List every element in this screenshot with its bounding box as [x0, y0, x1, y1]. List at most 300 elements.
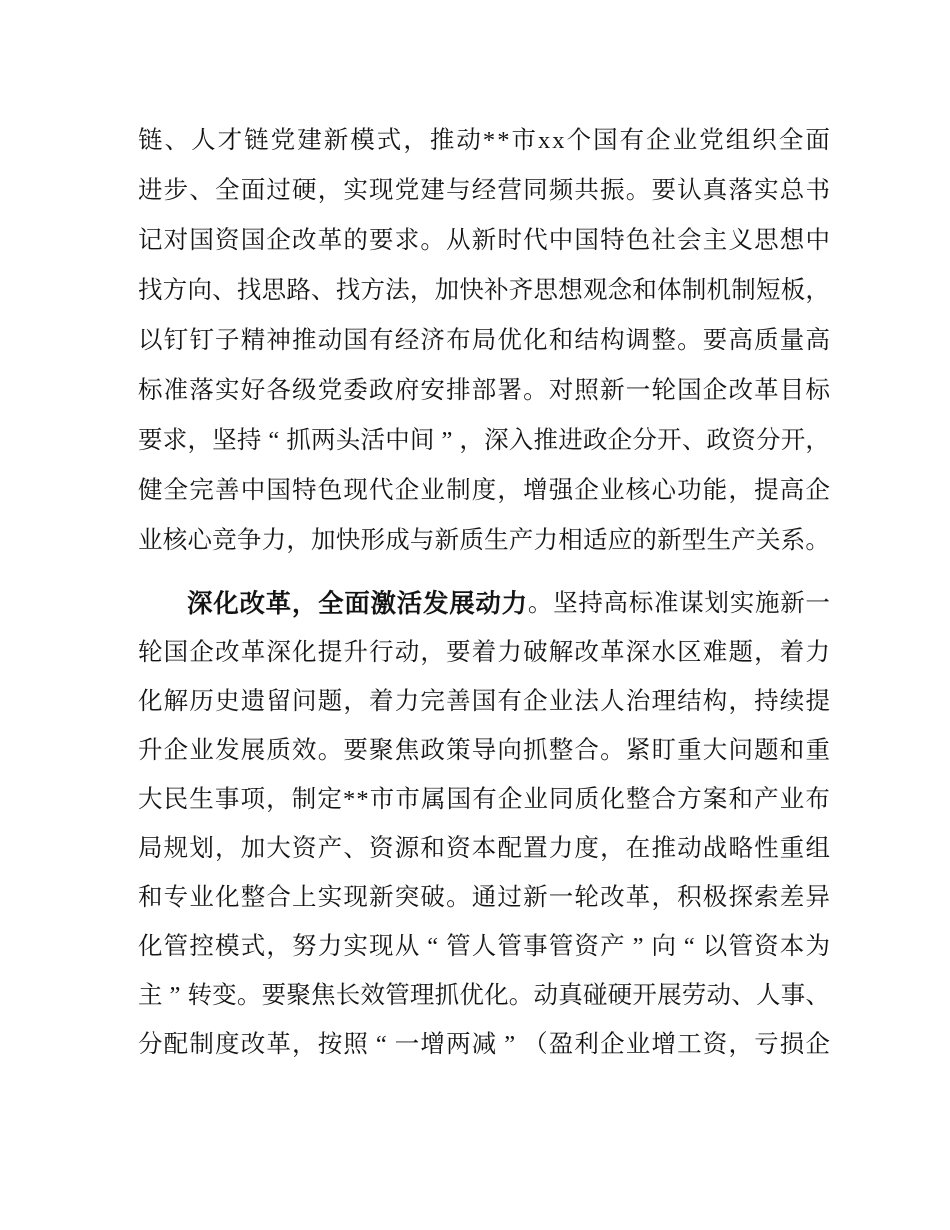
- char: 持: [236, 426, 262, 454]
- char: 面: [344, 589, 370, 618]
- char: 力: [317, 933, 343, 961]
- char: 区: [677, 639, 702, 667]
- char: 资: [731, 426, 756, 454]
- char: 神: [266, 326, 291, 354]
- char: 从: [394, 933, 420, 961]
- char: ，: [266, 786, 291, 814]
- char: 济: [420, 326, 445, 354]
- char: 企: [394, 476, 420, 504]
- char: 现: [369, 933, 394, 961]
- char: 管: [385, 982, 410, 1010]
- char: 市: [511, 126, 536, 154]
- char: 革: [240, 639, 266, 667]
- page-body: [138, 116, 830, 1070]
- char: 事: [523, 933, 548, 961]
- char: 开: [632, 982, 657, 1010]
- char: ，: [600, 835, 625, 863]
- char: 力: [548, 835, 574, 863]
- char: 化: [215, 884, 240, 912]
- char: 面: [240, 176, 266, 204]
- char: 功: [677, 476, 702, 504]
- char: 动: [706, 982, 732, 1010]
- char: 问: [292, 688, 317, 716]
- char: 定: [317, 786, 342, 814]
- char: 面: [805, 126, 830, 154]
- char: 真: [558, 982, 583, 1010]
- char: 革: [265, 589, 292, 618]
- char: 善: [215, 476, 240, 504]
- char: 新: [523, 884, 548, 912]
- char: 板: [780, 276, 806, 304]
- char: 钉: [163, 326, 189, 354]
- char: 特: [600, 226, 625, 254]
- char: （: [523, 1031, 548, 1059]
- char: 业: [189, 884, 214, 912]
- char: 增: [523, 476, 548, 504]
- char: 事: [780, 982, 806, 1010]
- char: 重: [805, 737, 830, 765]
- text-line: [138, 580, 830, 629]
- char: 化: [138, 933, 163, 961]
- char: 、: [681, 426, 707, 454]
- char: ，: [403, 126, 428, 154]
- char: 的: [343, 226, 368, 254]
- char: 有: [619, 126, 645, 154]
- char: 工: [677, 1031, 702, 1059]
- char: 展: [449, 589, 475, 618]
- char: 史: [215, 688, 240, 716]
- char: 想: [558, 276, 583, 304]
- char: 度: [574, 835, 599, 863]
- char: 从: [446, 226, 471, 254]
- char: 中: [240, 476, 266, 504]
- char: 大: [702, 737, 728, 765]
- char: x: [552, 126, 565, 154]
- char: 色: [625, 226, 651, 254]
- char: 国: [163, 639, 189, 667]
- char: ，: [728, 476, 753, 504]
- char: 力: [394, 688, 420, 716]
- char: 适: [582, 526, 608, 554]
- char: 坚: [212, 426, 237, 454]
- char: 高: [805, 326, 830, 354]
- char: 企: [266, 226, 291, 254]
- char: 构: [600, 326, 625, 354]
- char: 事: [214, 786, 240, 814]
- char: 坚: [553, 590, 578, 618]
- char: 合: [651, 786, 677, 814]
- char: 抓: [434, 982, 460, 1010]
- char: 党: [317, 376, 343, 404]
- char: 硬: [607, 982, 633, 1010]
- char: 加: [240, 835, 266, 863]
- char: 企: [702, 376, 728, 404]
- char: 一: [805, 590, 830, 618]
- char: 社: [651, 226, 676, 254]
- char: 织: [752, 126, 777, 154]
- char: 着: [369, 688, 394, 716]
- char: 配: [497, 835, 522, 863]
- char: ，: [291, 589, 318, 618]
- char: 结: [574, 326, 599, 354]
- text-line: [138, 416, 830, 466]
- char: 记: [138, 226, 163, 254]
- char: 业: [523, 786, 548, 814]
- text-line: [138, 874, 830, 923]
- char: 探: [728, 884, 753, 912]
- char: 人: [471, 933, 497, 961]
- char: 要: [261, 982, 287, 1010]
- char: 推: [429, 126, 455, 154]
- char: 标: [628, 590, 654, 618]
- char: 焦: [311, 982, 336, 1010]
- char: 题: [317, 688, 343, 716]
- char: 一: [548, 884, 574, 912]
- char: 高: [603, 590, 629, 618]
- char: 大: [266, 835, 291, 863]
- char: 组: [805, 835, 830, 863]
- char: 减: [471, 1031, 497, 1059]
- char: 方: [677, 786, 702, 814]
- char: 动: [677, 835, 702, 863]
- char: 源: [394, 835, 420, 863]
- char: 索: [754, 884, 779, 912]
- char: 深: [187, 589, 213, 618]
- char: 制: [446, 476, 471, 504]
- char: ，: [215, 835, 240, 863]
- char: 化: [213, 589, 239, 618]
- char: 策: [446, 737, 471, 765]
- char: 。: [317, 737, 343, 765]
- char: 部: [471, 376, 497, 404]
- char: 政: [369, 376, 394, 404]
- char: 快: [459, 276, 484, 304]
- char: 个: [566, 126, 592, 154]
- char: 全: [778, 126, 804, 154]
- char: 升: [343, 639, 368, 667]
- char: 动: [317, 326, 343, 354]
- char: 突: [394, 884, 420, 912]
- char: 增: [420, 1031, 445, 1059]
- char: 质: [459, 526, 484, 554]
- char: 生: [484, 526, 509, 554]
- char: 找: [236, 276, 262, 304]
- char: 国: [240, 226, 266, 254]
- char: 系: [780, 526, 806, 554]
- char: 新: [600, 376, 625, 404]
- char: 模: [215, 933, 240, 961]
- char: 和: [779, 737, 805, 765]
- char: 整: [240, 884, 266, 912]
- char: 法: [574, 688, 599, 716]
- char: 对: [163, 226, 189, 254]
- char: 改: [240, 1031, 266, 1059]
- char: 重: [677, 737, 702, 765]
- char: 同: [549, 786, 574, 814]
- char: 和: [138, 884, 163, 912]
- char: 齐: [508, 276, 534, 304]
- char: 形: [360, 526, 385, 554]
- char: 。: [805, 526, 830, 554]
- char: 历: [189, 688, 214, 716]
- char: 改: [215, 639, 240, 667]
- char: 持: [754, 688, 779, 716]
- char: 水: [651, 639, 676, 667]
- char: 式: [376, 126, 402, 154]
- char: 标: [138, 376, 163, 404]
- char: 业: [600, 476, 625, 504]
- char: 着: [779, 639, 805, 667]
- char: 化: [523, 326, 548, 354]
- char: 一: [625, 376, 651, 404]
- text-line: [138, 216, 830, 266]
- char: 破: [523, 639, 548, 667]
- char: 配: [163, 1031, 189, 1059]
- char: 制: [291, 786, 317, 814]
- char: 应: [607, 526, 633, 554]
- char: 遗: [240, 688, 266, 716]
- char: 改: [600, 884, 625, 912]
- char: 有: [472, 786, 497, 814]
- char: 资: [215, 226, 240, 254]
- char: 企: [607, 426, 633, 454]
- char: 式: [240, 933, 266, 961]
- char: ，: [343, 688, 368, 716]
- char: *: [343, 786, 356, 814]
- char: 求: [162, 426, 188, 454]
- char: 有: [497, 688, 522, 716]
- char: 力: [501, 589, 528, 618]
- char: 业: [625, 1031, 651, 1059]
- char: 加: [434, 276, 460, 304]
- char: 现: [343, 884, 368, 912]
- char: 和: [728, 786, 753, 814]
- char: 合: [574, 737, 599, 765]
- char: 争: [236, 526, 262, 554]
- char: 有: [369, 326, 394, 354]
- char: 党: [699, 126, 724, 154]
- char: 劳: [681, 982, 707, 1010]
- char: 改: [239, 589, 265, 618]
- char: “: [375, 1031, 387, 1059]
- char: 推: [533, 426, 558, 454]
- char: ，: [651, 884, 676, 912]
- char: 资: [754, 933, 779, 961]
- char: 着: [471, 639, 497, 667]
- char: 增: [651, 1031, 676, 1059]
- char: 展: [240, 737, 266, 765]
- char: 中: [385, 426, 410, 454]
- char: 人: [191, 126, 216, 154]
- char: 、: [343, 835, 368, 863]
- char: 照: [343, 1031, 368, 1059]
- char: 各: [266, 376, 291, 404]
- char: 实: [729, 590, 755, 618]
- char: 分: [138, 1031, 163, 1059]
- char: 度: [471, 476, 497, 504]
- char: 头: [335, 426, 361, 454]
- char: 准: [654, 590, 679, 618]
- char: 核: [162, 526, 188, 554]
- char: 。: [523, 376, 548, 404]
- char: 思: [754, 226, 779, 254]
- char: 改: [574, 639, 599, 667]
- char: 方: [162, 276, 188, 304]
- char: 质: [754, 326, 779, 354]
- char: 资: [574, 933, 599, 961]
- text-line: [138, 366, 830, 416]
- char: 力: [805, 639, 830, 667]
- char: 新: [323, 126, 349, 154]
- char: 紧: [625, 737, 651, 765]
- char: ”: [504, 1031, 516, 1059]
- char: 要: [369, 226, 394, 254]
- char: 与: [409, 526, 435, 554]
- char: 推: [292, 326, 317, 354]
- char: 现: [343, 476, 368, 504]
- char: 国: [677, 376, 702, 404]
- char: ，: [497, 476, 522, 504]
- char: 找: [335, 276, 361, 304]
- text-line: [138, 466, 830, 516]
- char: 国: [446, 786, 472, 814]
- char: ，: [409, 276, 435, 304]
- char: “: [427, 933, 439, 961]
- char: 国: [266, 476, 291, 504]
- char: 通: [471, 884, 497, 912]
- char: 业: [548, 688, 574, 716]
- char: ”: [441, 426, 453, 454]
- char: 两: [311, 426, 336, 454]
- char: 长: [335, 982, 361, 1010]
- text-line: [138, 727, 830, 776]
- char: 置: [523, 835, 548, 863]
- text-line: [138, 776, 830, 825]
- char: 难: [702, 639, 728, 667]
- char: 生: [706, 526, 732, 554]
- char: 产: [317, 835, 343, 863]
- char: 认: [677, 176, 702, 204]
- char: 人: [755, 982, 781, 1010]
- char: *: [497, 126, 510, 154]
- char: 全: [163, 476, 189, 504]
- char: 实: [343, 176, 368, 204]
- char: 亏: [754, 1031, 779, 1059]
- char: 改: [292, 226, 317, 254]
- char: 子: [215, 326, 240, 354]
- char: 资: [446, 835, 471, 863]
- char: 标: [805, 376, 830, 404]
- char: 国: [574, 226, 599, 254]
- char: 链: [244, 126, 269, 154]
- char: 、: [311, 276, 336, 304]
- char: 合: [266, 884, 291, 912]
- char: 极: [702, 884, 728, 912]
- text-line: [138, 316, 830, 366]
- char: ，: [292, 1031, 317, 1059]
- char: 实: [754, 176, 779, 204]
- char: 项: [240, 786, 265, 814]
- char: 业: [189, 737, 214, 765]
- char: 以: [138, 326, 163, 354]
- char: 谋: [679, 590, 704, 618]
- char: 度: [215, 1031, 240, 1059]
- char: 党: [270, 126, 296, 154]
- char: 规: [163, 835, 189, 863]
- char: 间: [409, 426, 435, 454]
- char: 健: [138, 476, 163, 504]
- char: 布: [446, 326, 471, 354]
- text-line: [138, 516, 830, 566]
- char: 。: [420, 226, 445, 254]
- char: 要: [702, 326, 728, 354]
- text-line: [138, 629, 830, 678]
- char: 略: [728, 835, 753, 863]
- char: 市: [395, 786, 420, 814]
- char: *: [482, 126, 496, 154]
- char: 经: [471, 176, 497, 204]
- char: ，: [459, 426, 484, 454]
- char: 完: [189, 476, 214, 504]
- char: 努: [292, 933, 317, 961]
- char: 效: [360, 982, 385, 1010]
- char: 书: [805, 176, 830, 204]
- char: 、: [805, 982, 830, 1010]
- char: 补: [484, 276, 509, 304]
- char: 一: [394, 1031, 420, 1059]
- text-line: [138, 166, 830, 216]
- char: 建: [297, 126, 322, 154]
- char: 差: [779, 884, 805, 912]
- char: 。: [527, 590, 553, 618]
- char: 业: [672, 126, 698, 154]
- char: 企: [600, 1031, 625, 1059]
- char: 控: [189, 933, 214, 961]
- char: 组: [725, 126, 751, 154]
- char: 质: [574, 786, 600, 814]
- char: 好: [240, 376, 266, 404]
- char: 会: [677, 226, 702, 254]
- char: 提: [317, 639, 343, 667]
- char: 调: [625, 326, 651, 354]
- char: 和: [632, 276, 657, 304]
- char: 企: [523, 688, 548, 716]
- char: 在: [625, 835, 651, 863]
- char: 经: [394, 326, 420, 354]
- char: “: [268, 426, 280, 454]
- char: 开: [780, 426, 806, 454]
- char: 要: [138, 426, 163, 454]
- char: 发: [215, 737, 240, 765]
- char: 产: [508, 526, 534, 554]
- char: 国: [343, 326, 368, 354]
- char: 建: [420, 176, 445, 204]
- char: 深: [625, 639, 651, 667]
- char: 府: [394, 376, 420, 404]
- char: 要: [343, 737, 368, 765]
- char: 管: [446, 933, 471, 961]
- char: 委: [343, 376, 368, 404]
- char: 和: [420, 835, 445, 863]
- char: 企: [574, 476, 599, 504]
- char: ，: [420, 639, 445, 667]
- char: 市: [369, 786, 395, 814]
- char: 链: [138, 126, 163, 154]
- char: 体: [657, 276, 682, 304]
- char: 结: [677, 688, 702, 716]
- char: 完: [420, 688, 445, 716]
- char: 留: [266, 688, 291, 716]
